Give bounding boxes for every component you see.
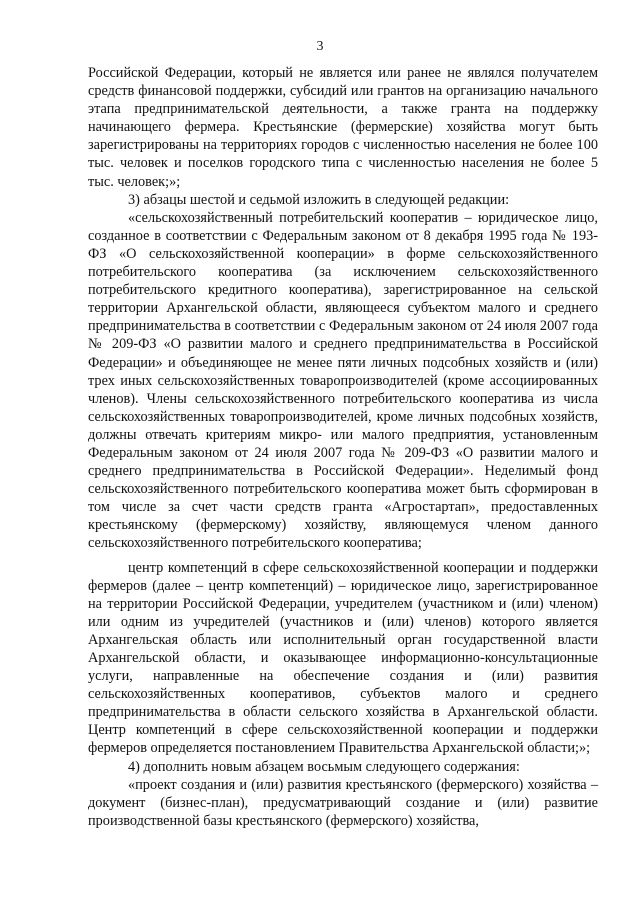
paragraph-definition-project: «проект создания и (или) развития крестьянского (фермерского) хозяйства – документ (бизнес-план), предусматривающий создание и (или) развитие производственной базы крестьянского (фермерского) хозяйства, bbox=[88, 776, 598, 829]
document-body bbox=[88, 64, 598, 830]
page-number: 3 bbox=[316, 39, 324, 54]
paragraph-continuation: Российской Федерации, который не является или ранее не являлся получателем средств финансовой поддержки, субсидий или грантов на организацию начального этапа предпринимательской деятельности, а также гранта на поддержку начинающего фермера. Крестьянские (фермерские) хозяйства могут быть зарегистрированы на территориях городов с численностью населения не более 100 тыс. человек и поселков городского типа с численностью населения не более 5 тыс. человек;»; bbox=[88, 65, 598, 190]
paragraph-item-4: 4) дополнить новым абзацем восьмым следующего содержания: bbox=[128, 758, 520, 775]
paragraph-definition-cooperative: «сельскохозяйственный потребительский кооператив – юридическое лицо, созданное в соответствии с Федеральным законом от 8 декабря 1995 года № 193-ФЗ «О сельскохозяйственной кооперации» в форме сельскохозяйственного потребительского кооператива (за исключением сельскохозяйственного потребительского кредитного кооператива), зарегистрированное на сельской территории Архангельской области, являющееся субъектом малого и среднего предпринимательства в соответствии с Федеральным законом от 24 июля 2007 года № 209-ФЗ «О развитии малого и среднего предпринимательства в Российской Федерации» и объединяющее не менее пяти личных подсобных хозяйств и (или) трех иных сельскохозяйственных товаропроизводителей (кроме ассоциированных членов). Члены сельскохозяйственного потребительского кооператива из числа сельскохозяйственных товаропроизводителей, кроме личных подсобных хозяйств, должны отвечать критериям микро- или малого предприятия, установленным Федеральным законом от 24 июля 2007 года № 209-ФЗ «О развитии малого и среднего предпринимательства в Российской Федерации». Неделимый фонд сельскохозяйственного потребительского кооператива может быть сформирован в том числе за счет части средств гранта «Агростартап», предоставленных крестьянскому (фермерскому) хозяйству, являющемуся членом данного сельскохозяйственного потребительского кооператива; bbox=[88, 209, 598, 552]
paragraph-definition-competence-center: центр компетенций в сфере сельскохозяйственной кооперации и поддержки фермеров (далее – центр компетенций) – юридическое лицо, зарегистрированное на территории Российской Федерации, учредителем (участником и (или) членом) или одним из учредителей (участников и (или) членов) которого является Архангельская область или исполнительный орган государственной власти Архангельской области, и оказывающее информационно-консультационные услуги, направленные на обеспечение создания и (или) развития сельскохозяйственных кооперативов, субъектов малого и среднего предпринимательства в области сельского хозяйства в Архангельской области. Центр компетенций в сфере сельскохозяйственной кооперации и поддержки фермеров определяется постановлением Правительства Архангельской области;»; bbox=[88, 559, 598, 757]
paragraph-item-3: 3) абзацы шестой и седьмой изложить в следующей редакции: bbox=[128, 191, 510, 208]
